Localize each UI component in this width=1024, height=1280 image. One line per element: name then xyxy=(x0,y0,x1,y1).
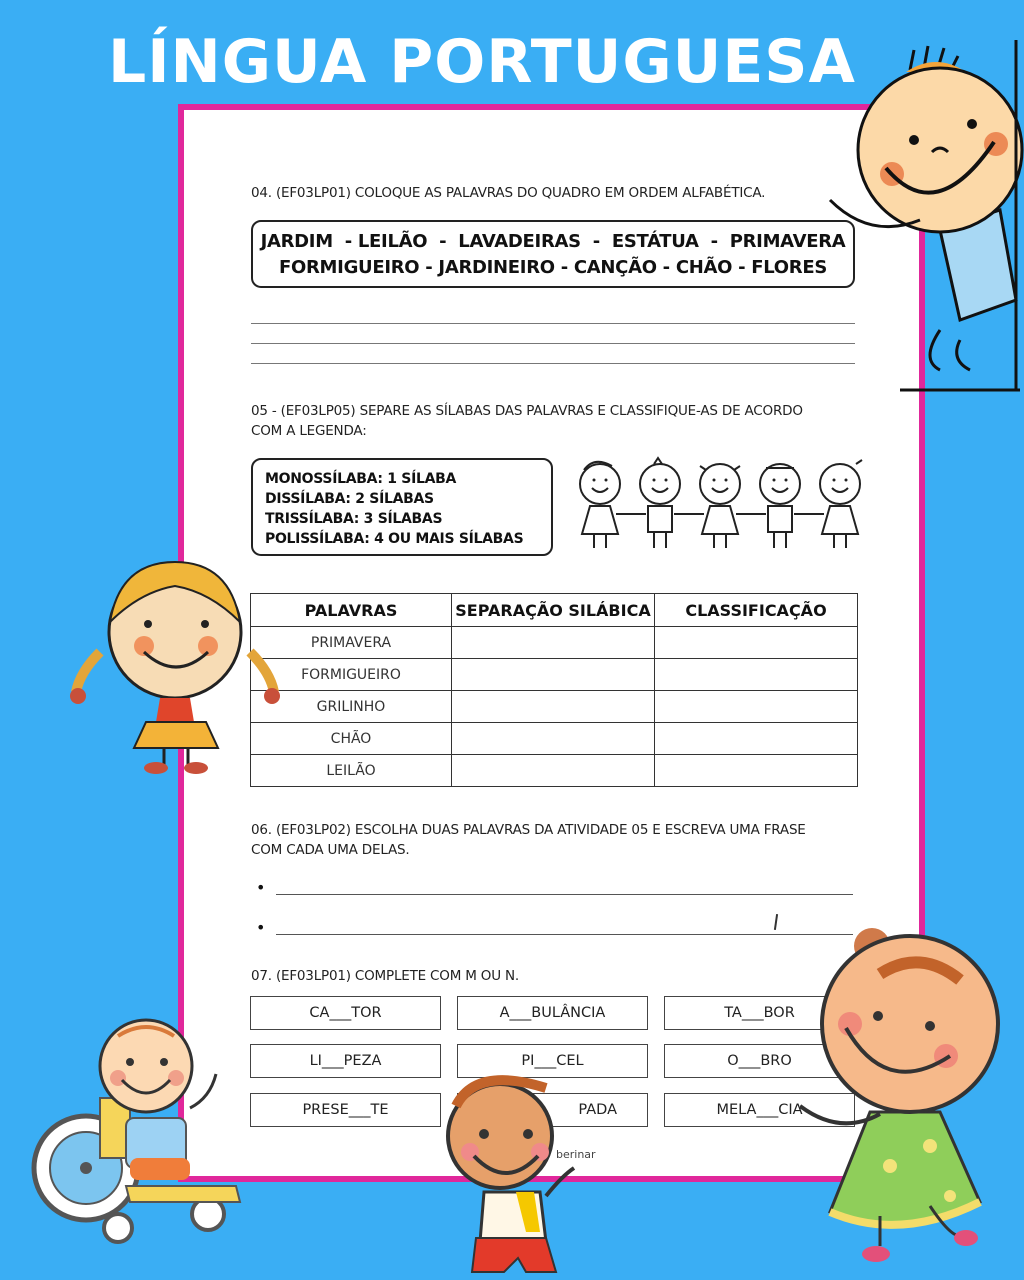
child-figure xyxy=(580,462,620,548)
syllable-table xyxy=(250,593,858,787)
fill-in-word-cell[interactable]: PRESE___TE xyxy=(250,1093,441,1127)
sentence-line-1[interactable] xyxy=(276,894,853,895)
girl-with-braids-illustration xyxy=(60,552,290,782)
word-box-line-2: FORMIGUEIRO - JARDINEIRO - CANÇÃO - CHÃO - FLORES xyxy=(279,257,827,278)
question-07-prompt: 07. (EF03LP01) COMPLETE COM M OU N. xyxy=(251,968,519,984)
page-title: LÍNGUA PORTUGUESA xyxy=(108,27,856,97)
bullet-icon: • xyxy=(256,878,266,897)
classification-input-cell[interactable] xyxy=(655,691,858,723)
fill-in-word-cell[interactable]: CA___TOR xyxy=(250,996,441,1030)
classification-input-cell[interactable] xyxy=(655,659,858,691)
child-figure xyxy=(700,464,740,548)
table-row xyxy=(251,691,858,723)
column-header-classificacao: CLASSIFICAÇÃO xyxy=(655,594,858,627)
answer-line[interactable] xyxy=(251,363,855,364)
child-figure xyxy=(820,460,862,548)
word-box-line-1: JARDIM - LEILÃO - LAVADEIRAS - ESTÁTUA - PRIMAVERA xyxy=(260,231,846,252)
classification-input-cell[interactable] xyxy=(655,755,858,787)
word-cell: PRIMAVERA xyxy=(251,627,452,659)
fill-in-word-cell[interactable]: MELA___CIA xyxy=(664,1093,855,1127)
peeking-boy-illustration xyxy=(820,40,1024,400)
fill-in-word-cell[interactable]: LI___PEZA xyxy=(250,1044,441,1078)
question-05-prompt-line-2: COM A LEGENDA: xyxy=(251,423,367,439)
table-row xyxy=(251,755,858,787)
syllable-input-cell[interactable] xyxy=(452,659,655,691)
fill-in-word-cell[interactable]: PI___CEL xyxy=(457,1044,648,1078)
word-cell: FORMIGUEIRO xyxy=(251,659,452,691)
child-figure xyxy=(760,464,800,548)
syllable-input-cell[interactable] xyxy=(452,755,655,787)
classification-input-cell[interactable] xyxy=(655,627,858,659)
child-figure xyxy=(640,458,680,548)
answer-line[interactable] xyxy=(251,343,855,344)
question-04-prompt: 04. (EF03LP01) COLOQUE AS PALAVRAS DO QUADRO EM ORDEM ALFABÉTICA. xyxy=(251,185,766,201)
pencil-mark xyxy=(774,914,778,930)
dancing-girl-illustration xyxy=(800,916,1024,1268)
syllable-input-cell[interactable] xyxy=(452,627,655,659)
fill-in-word-cell[interactable]: TA___BOR xyxy=(664,996,855,1030)
syllable-input-cell[interactable] xyxy=(452,691,655,723)
footer-credit: berinar xyxy=(556,1148,596,1161)
word-cell: CHÃO xyxy=(251,723,452,755)
legend-item: DISSÍLABA: 2 SÍLABAS xyxy=(265,491,434,507)
table-header-row xyxy=(251,594,858,627)
legend-item: MONOSSÍLABA: 1 SÍLABA xyxy=(265,471,457,487)
question-06-prompt-line-2: COM CADA UMA DELAS. xyxy=(251,842,410,858)
table-row xyxy=(251,723,858,755)
table-row xyxy=(251,627,858,659)
fill-in-word-cell[interactable]: PADA xyxy=(457,1093,648,1127)
boy-in-wheelchair-illustration xyxy=(30,1018,270,1270)
answer-line[interactable] xyxy=(251,323,855,324)
word-cell: LEILÃO xyxy=(251,755,452,787)
fill-in-word-cell[interactable]: A___BULÂNCIA xyxy=(457,996,648,1030)
question-06-prompt-line-1: 06. (EF03LP02) ESCOLHA DUAS PALAVRAS DA ATIVIDADE 05 E ESCREVA UMA FRASE xyxy=(251,822,806,838)
word-cell: GRILINHO xyxy=(251,691,452,723)
table-row xyxy=(251,659,858,691)
legend-item: POLISSÍLABA: 4 OU MAIS SÍLABAS xyxy=(265,531,524,547)
waving-boy-illustration xyxy=(434,1072,584,1280)
fill-in-word-cell[interactable]: O___BRO xyxy=(664,1044,855,1078)
column-header-palavras: PALAVRAS xyxy=(251,594,452,627)
word-box xyxy=(251,220,855,288)
children-holding-hands-illustration xyxy=(566,456,876,556)
column-header-separacao: SEPARAÇÃO SILÁBICA xyxy=(452,594,655,627)
classification-input-cell[interactable] xyxy=(655,723,858,755)
bullet-icon: • xyxy=(256,918,266,937)
syllable-input-cell[interactable] xyxy=(452,723,655,755)
syllable-legend xyxy=(251,458,553,556)
sentence-line-2[interactable] xyxy=(276,934,853,935)
legend-item: TRISSÍLABA: 3 SÍLABAS xyxy=(265,511,443,527)
question-05-prompt-line-1: 05 - (EF03LP05) SEPARE AS SÍLABAS DAS PALAVRAS E CLASSIFIQUE-AS DE ACORDO xyxy=(251,403,803,419)
